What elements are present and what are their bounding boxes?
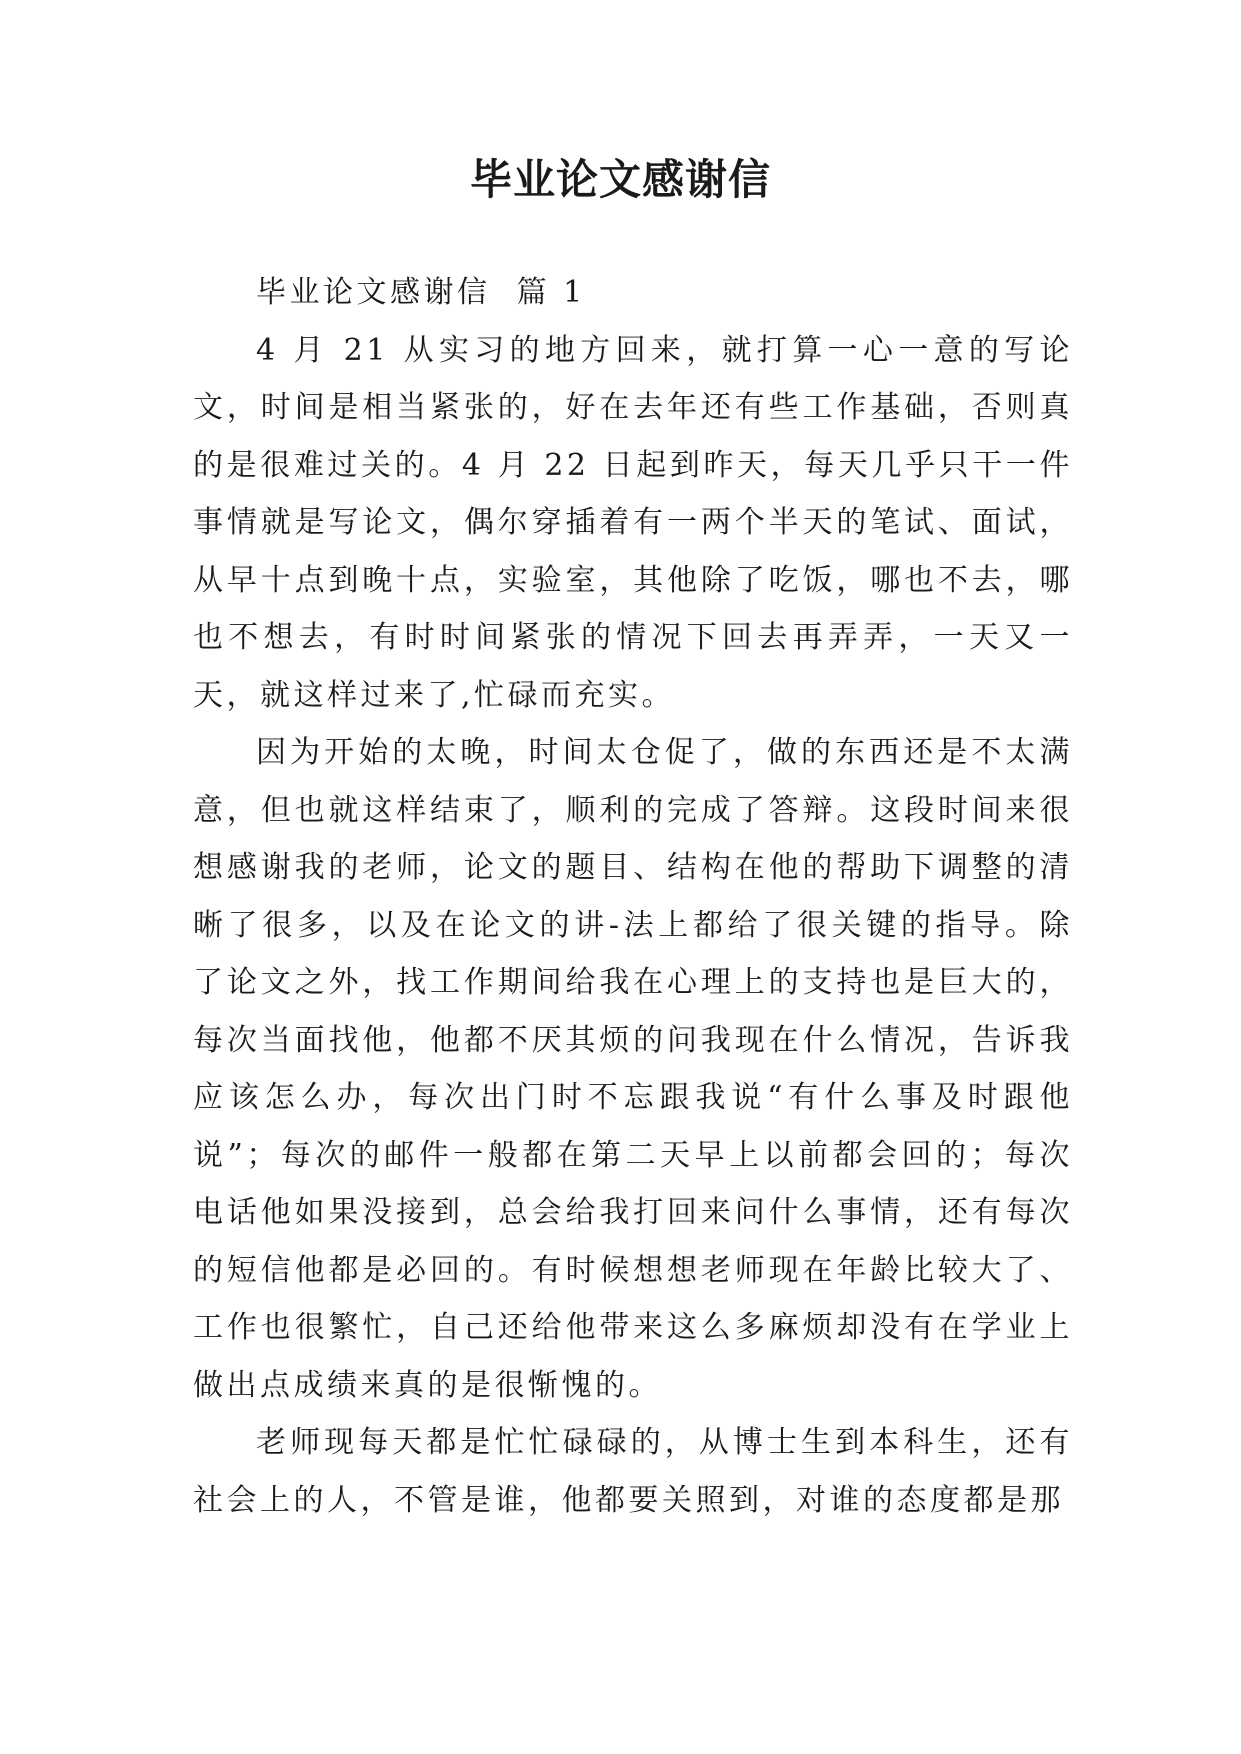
- document-title: 毕业论文感谢信: [469, 155, 771, 204]
- paragraph-1: 4 月 21 从实习的地方回来，就打算一心一意的写论文，时间是相当紧张的，好在去年还有些工作基础，否则真的是很难过关的。4 月 22 日起到昨天，每天几乎只干一件事情就是写论文，偶尔穿插着有一两个半天的笔试、面试，从早十点到晚十点，实验室，其他除了吃饭，哪也不去，哪也不想去，有时时间紧张的情况下回去再弄弄，一天又一天，就这样过来了,忙碌而充实。: [193, 332, 1073, 713]
- section-heading: 毕业论文感谢信 篇 1: [256, 275, 586, 310]
- paragraph-3: 老师现每天都是忙忙碌碌的，从博士生到本科生，还有社会上的人，不管是谁，他都要关照到，对谁的态度都是那: [193, 1425, 1073, 1518]
- document-body: [193, 264, 1073, 1529]
- paragraph-2: 因为开始的太晚，时间太仓促了，做的东西还是不太满意，但也就这样结束了，顺利的完成了答辩。这段时间来很想感谢我的老师，论文的题目、结构在他的帮助下调整的清晰了很多，以及在论文的讲-法上都给了很关键的指导。除了论文之外，找工作期间给我在心理上的支持也是巨大的，每次当面找他，他都不厌其烦的问我现在什么情况，告诉我应该怎么办，每次出门时不忘跟我说“有什么事及时跟他说”；每次的邮件一般都在第二天早上以前都会回的；每次电话他如果没接到，总会给我打回来问什么事情，还有每次的短信他都是必回的。有时候想想老师现在年龄比较大了、工作也很繁忙，自己还给他带来这么多麻烦却没有在学业上做出点成绩来真的是很惭愧的。: [193, 735, 1073, 1403]
